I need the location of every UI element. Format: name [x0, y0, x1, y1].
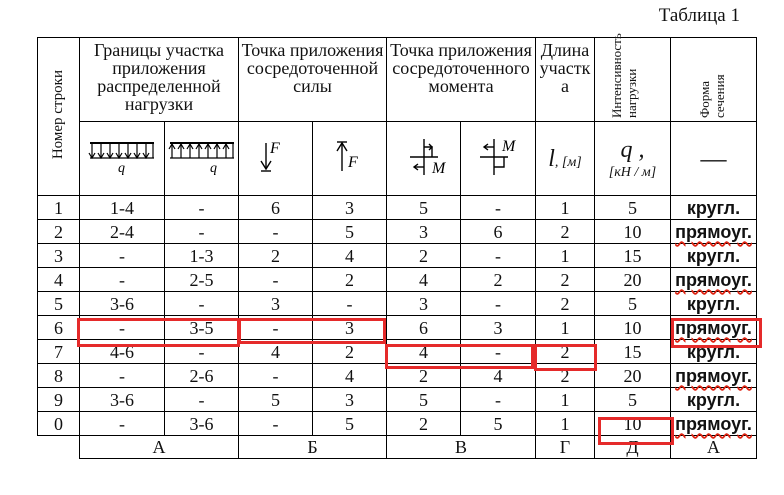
row-number-cell: 6: [38, 316, 80, 340]
section-shape-cell: прямоуг.: [671, 364, 757, 388]
moment-ccw-cell: -: [461, 340, 536, 364]
force-down-cell: 4: [239, 340, 313, 364]
section-shape-cell: кругл.: [671, 292, 757, 316]
force-up-icon: [313, 122, 387, 196]
distributed-up-cell: -: [165, 340, 239, 364]
force-down-icon: [239, 122, 313, 196]
data-table: [37, 33, 757, 459]
intensity-cell: 20: [595, 268, 671, 292]
length-cell: 2: [536, 268, 595, 292]
distributed-up-cell: -: [165, 196, 239, 220]
force-up-cell: -: [313, 292, 387, 316]
section-shape-cell: прямоуг.: [671, 220, 757, 244]
length-cell: 2: [536, 340, 595, 364]
force-up-cell: 3: [313, 316, 387, 340]
moment-cw-cell: 5: [387, 196, 461, 220]
row-number-cell: 1: [38, 196, 80, 220]
table-row: [38, 412, 757, 436]
footer-group-label: А: [671, 436, 757, 459]
moment-cw-cell: 3: [387, 220, 461, 244]
table-row: [38, 316, 757, 340]
force-up-cell: 2: [313, 340, 387, 364]
force-up-cell: 3: [313, 196, 387, 220]
moment-ccw-cell: 6: [461, 220, 536, 244]
distributed-down-cell: -: [80, 268, 165, 292]
distributed-up-cell: -: [165, 220, 239, 244]
section-dash: —: [671, 122, 757, 196]
force-up-cell: 5: [313, 220, 387, 244]
table-row: [38, 220, 757, 244]
table-row: [38, 268, 757, 292]
moment-ccw-cell: -: [461, 244, 536, 268]
table-row: [38, 364, 757, 388]
section-shape-cell: прямоуг.: [671, 316, 757, 340]
moment-counterclockwise-icon: [461, 122, 536, 196]
distributed-down-cell: 4-6: [80, 340, 165, 364]
distributed-load-down-icon: [80, 122, 165, 196]
force-down-cell: 6: [239, 196, 313, 220]
table-row: [38, 388, 757, 412]
moment-ccw-cell: 2: [461, 268, 536, 292]
force-down-cell: 3: [239, 292, 313, 316]
distributed-down-cell: -: [80, 316, 165, 340]
distributed-down-cell: -: [80, 412, 165, 436]
intensity-cell: 15: [595, 244, 671, 268]
force-up-cell: 4: [313, 244, 387, 268]
footer-group-label: Д: [595, 436, 671, 459]
section-shape-cell: кругл.: [671, 340, 757, 364]
header-intensity: Интенсивность нагрузки: [595, 38, 671, 122]
moment-ccw-cell: 4: [461, 364, 536, 388]
svg-text:q: q: [209, 161, 217, 175]
moment-ccw-cell: -: [461, 292, 536, 316]
table-row: [38, 292, 757, 316]
distributed-down-cell: 2-4: [80, 220, 165, 244]
distributed-up-cell: 2-5: [165, 268, 239, 292]
force-down-cell: -: [239, 316, 313, 340]
distributed-up-cell: -: [165, 388, 239, 412]
force-down-cell: -: [239, 364, 313, 388]
intensity-cell: 10: [595, 316, 671, 340]
footer-group-label: Б: [239, 436, 387, 459]
row-number-cell: 2: [38, 220, 80, 244]
header-section-shape: Форма сечения: [671, 38, 757, 122]
moment-ccw-cell: -: [461, 388, 536, 412]
svg-text:F: F: [347, 154, 358, 171]
moment-cw-cell: 2: [387, 412, 461, 436]
moment-cw-cell: 6: [387, 316, 461, 340]
force-up-cell: 3: [313, 388, 387, 412]
moment-ccw-cell: -: [461, 196, 536, 220]
row-number-cell: 4: [38, 268, 80, 292]
length-cell: 2: [536, 220, 595, 244]
intensity-cell: 15: [595, 340, 671, 364]
force-down-cell: 2: [239, 244, 313, 268]
intensity-cell: 10: [595, 412, 671, 436]
row-number-cell: 8: [38, 364, 80, 388]
distributed-up-cell: -: [165, 292, 239, 316]
row-number-cell: 5: [38, 292, 80, 316]
footer-group-label: В: [387, 436, 536, 459]
distributed-down-cell: 3-6: [80, 388, 165, 412]
footer-group-label: А: [80, 436, 239, 459]
distributed-load-up-icon: [165, 122, 239, 196]
intensity-cell: 5: [595, 292, 671, 316]
distributed-down-cell: 1-4: [80, 196, 165, 220]
svg-text:F: F: [269, 140, 280, 157]
distributed-up-cell: 1-3: [165, 244, 239, 268]
length-cell: 1: [536, 412, 595, 436]
header-point-force: Точка приложения сосредоточенной силы: [239, 38, 387, 122]
length-cell: 1: [536, 196, 595, 220]
length-cell: 2: [536, 364, 595, 388]
moment-cw-cell: 2: [387, 244, 461, 268]
distributed-down-cell: -: [80, 244, 165, 268]
header-length: Длина участка: [536, 38, 595, 122]
distributed-down-cell: 3-6: [80, 292, 165, 316]
header-distributed-load: Границы участка приложения распределенной нагрузки: [80, 38, 239, 122]
distributed-up-cell: 3-6: [165, 412, 239, 436]
table-caption: Таблица 1: [658, 5, 740, 26]
section-shape-cell: кругл.: [671, 196, 757, 220]
moment-ccw-cell: 3: [461, 316, 536, 340]
force-down-cell: -: [239, 412, 313, 436]
row-number-cell: 0: [38, 412, 80, 436]
length-cell: 2: [536, 292, 595, 316]
row-number-cell: 9: [38, 388, 80, 412]
intensity-cell: 5: [595, 388, 671, 412]
table-row: [38, 244, 757, 268]
section-shape-cell: прямоуг.: [671, 268, 757, 292]
length-cell: 1: [536, 316, 595, 340]
moment-clockwise-icon: [387, 122, 461, 196]
distributed-up-cell: 2-6: [165, 364, 239, 388]
svg-text:M: M: [502, 138, 516, 155]
table-row: [38, 340, 757, 364]
header-point-moment: Точка приложения сосредоточенного момента: [387, 38, 536, 122]
distributed-up-cell: 3-5: [165, 316, 239, 340]
footer-blank: [38, 436, 80, 459]
svg-text:M: M: [431, 160, 445, 177]
row-number-cell: 3: [38, 244, 80, 268]
intensity-symbol: q , [кН / м]: [595, 122, 671, 196]
section-shape-cell: кругл.: [671, 388, 757, 412]
table-row: [38, 196, 757, 220]
distributed-down-cell: -: [80, 364, 165, 388]
intensity-cell: 20: [595, 364, 671, 388]
moment-cw-cell: 4: [387, 268, 461, 292]
section-shape-cell: кругл.: [671, 244, 757, 268]
footer-group-label: Г: [536, 436, 595, 459]
length-cell: 1: [536, 244, 595, 268]
force-up-cell: 2: [313, 268, 387, 292]
intensity-cell: 5: [595, 196, 671, 220]
force-down-cell: -: [239, 220, 313, 244]
moment-cw-cell: 3: [387, 292, 461, 316]
footer-row: [38, 436, 757, 459]
section-shape-cell: прямоуг.: [671, 412, 757, 436]
force-down-cell: -: [239, 268, 313, 292]
moment-cw-cell: 5: [387, 388, 461, 412]
intensity-cell: 10: [595, 220, 671, 244]
header-row-number: Номер строки: [38, 38, 80, 196]
force-up-cell: 5: [313, 412, 387, 436]
force-up-cell: 4: [313, 364, 387, 388]
svg-text:q: q: [118, 161, 125, 175]
length-cell: 1: [536, 388, 595, 412]
moment-cw-cell: 2: [387, 364, 461, 388]
moment-ccw-cell: 5: [461, 412, 536, 436]
moment-cw-cell: 4: [387, 340, 461, 364]
force-down-cell: 5: [239, 388, 313, 412]
row-number-cell: 7: [38, 340, 80, 364]
length-symbol: l, [м]: [536, 122, 595, 196]
